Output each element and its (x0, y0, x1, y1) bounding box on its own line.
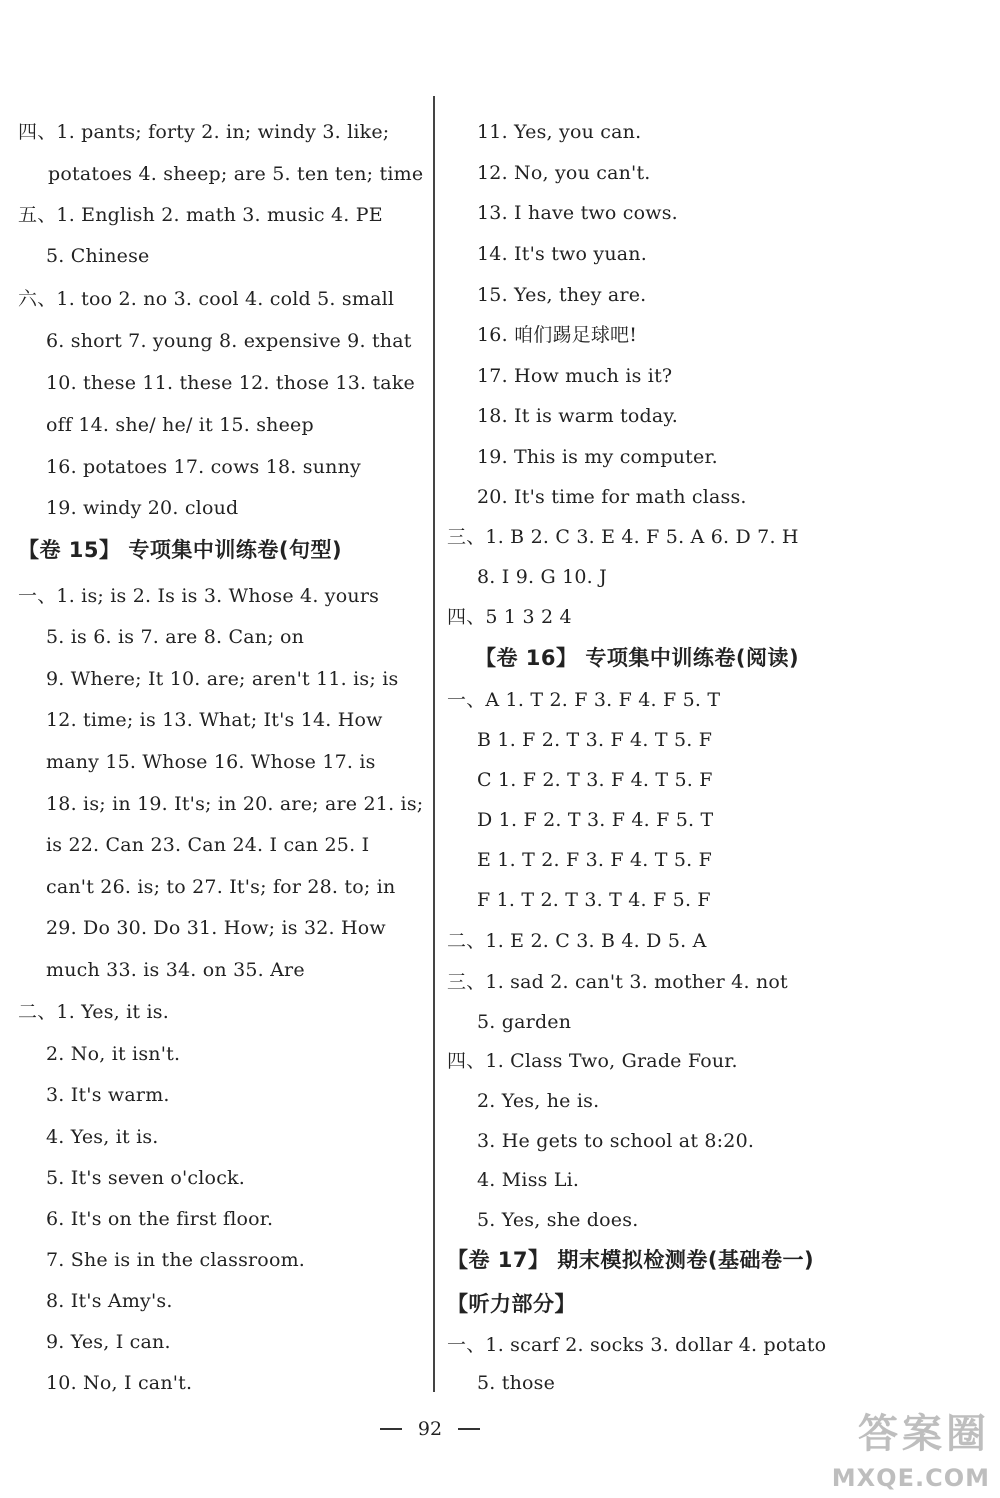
answer-line: many 15. Whose 16. Whose 17. is (46, 751, 376, 773)
page-number: 92 (417, 1418, 443, 1440)
section-heading: 【听力部分】 (447, 1292, 576, 1316)
answer-line: 5. is 6. is 7. are 8. Can; on (46, 626, 305, 648)
answer-line: 3. He gets to school at 8:20. (477, 1130, 755, 1152)
answer-line: 8. I 9. G 10. J (477, 566, 607, 588)
answer-line: 18. It is warm today. (477, 405, 679, 427)
answer-line: 三、1. sad 2. can't 3. mother 4. not (447, 971, 788, 993)
answer-line: can't 26. is; to 27. It's; for 28. to; in (46, 876, 396, 898)
answer-line: 9. Yes, I can. (46, 1331, 171, 1353)
section-heading: 【卷 16】 专项集中训练卷(阅读) (475, 646, 800, 670)
answer-line: 一、1. is; is 2. Is is 3. Whose 4. yours (18, 585, 380, 607)
answer-line: 10. No, I can't. (46, 1372, 193, 1394)
section-heading: 【卷 15】 专项集中训练卷(句型) (18, 538, 343, 562)
answer-line: 3. It's warm. (46, 1084, 170, 1106)
answer-line: 四、1. Class Two, Grade Four. (447, 1050, 738, 1072)
answer-line: 16. potatoes 17. cows 18. sunny (46, 456, 361, 478)
answer-line: E 1. T 2. F 3. F 4. T 5. F (477, 849, 712, 871)
answer-line: 11. Yes, you can. (477, 121, 642, 143)
answer-line: 19. windy 20. cloud (46, 497, 239, 519)
answer-line: 13. I have two cows. (477, 202, 678, 224)
answer-line: 一、1. scarf 2. socks 3. dollar 4. potato (447, 1334, 827, 1356)
answer-line: is 22. Can 23. Can 24. I can 25. I (46, 834, 370, 856)
answer-line: 10. these 11. these 12. those 13. take (46, 372, 415, 394)
answer-line: 17. How much is it? (477, 365, 673, 387)
answer-line: 四、5 1 3 2 4 (447, 606, 572, 628)
answer-line: 6. short 7. young 8. expensive 9. that (46, 330, 412, 352)
footer-dash-right (458, 1428, 480, 1429)
answer-line: 14. It's two yuan. (477, 243, 647, 265)
answer-line: 五、1. English 2. math 3. music 4. PE (18, 204, 383, 226)
answer-line: 三、1. B 2. C 3. E 4. F 5. A 6. D 7. H (447, 526, 799, 548)
answer-line: 5. garden (477, 1011, 572, 1033)
answer-line: 2. No, it isn't. (46, 1043, 181, 1065)
answer-line: off 14. she/ he/ it 15. sheep (46, 414, 314, 436)
watermark-logo (800, 1402, 990, 1492)
answer-line: 12. No, you can't. (477, 162, 651, 184)
answer-line: much 33. is 34. on 35. Are (46, 959, 305, 981)
answer-line: 15. Yes, they are. (477, 284, 647, 306)
answer-line: 四、1. pants; forty 2. in; windy 3. like; (18, 121, 390, 143)
answer-line: 5. those (477, 1372, 556, 1394)
answer-line: 2. Yes, he is. (477, 1090, 600, 1112)
answer-line: 6. It's on the first floor. (46, 1208, 274, 1230)
page-footer (380, 1418, 480, 1440)
watermark-text-top: 答案圈 (858, 1411, 990, 1457)
answer-line: F 1. T 2. T 3. T 4. F 5. F (477, 889, 711, 911)
answer-line: 六、1. too 2. no 3. cool 4. cold 5. small (18, 288, 395, 310)
answer-line: D 1. F 2. T 3. F 4. F 5. T (477, 809, 714, 831)
answer-line: 9. Where; It 10. are; aren't 11. is; is (46, 668, 399, 690)
answer-line: 12. time; is 13. What; It's 14. How (46, 709, 383, 731)
answer-line: 一、A 1. T 2. F 3. F 4. F 5. T (447, 689, 721, 711)
answer-line: B 1. F 2. T 3. F 4. T 5. F (477, 729, 713, 751)
answer-line: 5. Chinese (46, 245, 150, 267)
section-heading: 【卷 17】 期末模拟检测卷(基础卷一) (447, 1248, 815, 1272)
answer-line: 二、1. Yes, it is. (18, 1001, 169, 1023)
answer-line: 7. She is in the classroom. (46, 1249, 306, 1271)
answer-line: potatoes 4. sheep; are 5. ten ten; time (48, 163, 424, 185)
answer-line: C 1. F 2. T 3. F 4. T 5. F (477, 769, 713, 791)
answer-line: 18. is; in 19. It's; in 20. are; are 21. is; (46, 793, 424, 815)
watermark-text-bottom: MXQE.COM (831, 1464, 990, 1492)
footer-dash-left (380, 1428, 402, 1429)
answer-line: 16. 咱们踢足球吧! (477, 324, 638, 346)
answer-line: 20. It's time for math class. (477, 486, 747, 508)
column-divider (433, 96, 435, 1392)
answer-line: 4. Miss Li. (477, 1169, 580, 1191)
answer-line: 5. Yes, she does. (477, 1209, 639, 1231)
answer-line: 8. It's Amy's. (46, 1290, 173, 1312)
answer-line: 二、1. E 2. C 3. B 4. D 5. A (447, 930, 707, 952)
answer-line: 19. This is my computer. (477, 446, 718, 468)
answer-line: 5. It's seven o'clock. (46, 1167, 245, 1189)
answer-line: 4. Yes, it is. (46, 1126, 159, 1148)
answer-line: 29. Do 30. Do 31. How; is 32. How (46, 917, 386, 939)
